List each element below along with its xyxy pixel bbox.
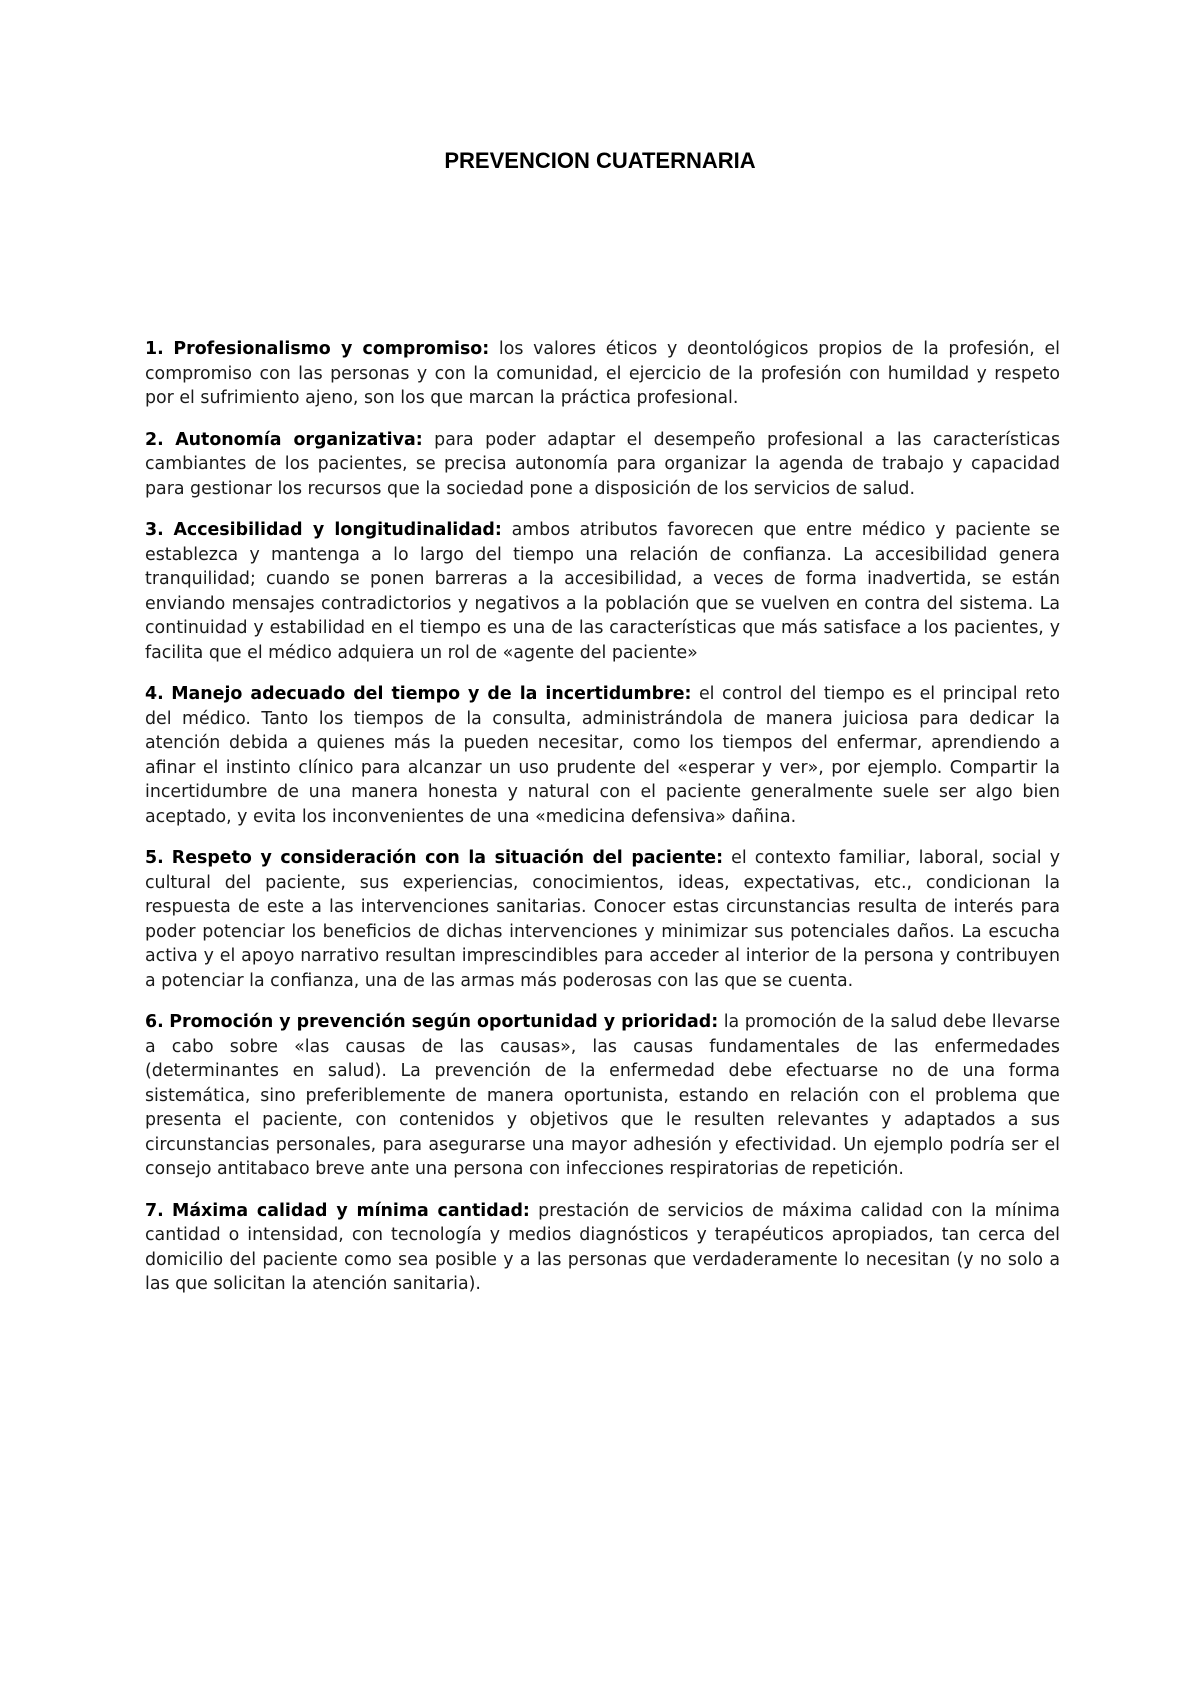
item-text: los valores éticos y deontológicos propios de la profesión, el compromiso con las personas y con la comunidad, el ejercicio de la profesión con humildad y respeto por el sufrimiento ajeno, son los que marcan la práctica profesional.: [145, 339, 1060, 408]
item-heading: Promoción y prevención según oportunidad y prioridad:: [169, 1012, 719, 1032]
item-text: la promoción de la salud debe llevarse a cabo sobre «las causas de las causas», las causas fundamentales de las enfermedades (determinantes en salud). La prevención de la enfermedad debe efectuarse no de una forma sistemática, sino preferiblemente de manera oportunista, estando en relación con el problema que presenta el paciente, con contenidos y objetivos que le resulten relevantes y adaptados a sus circunstancias personales, para asegurarse una mayor adhesión y efectividad. Un ejemplo podría ser el consejo antitabaco breve ante una persona con infecciones respiratorias de repetición.: [145, 1012, 1061, 1179]
paragraph-item-1: [145, 337, 1060, 411]
item-text: el contexto familiar, laboral, social y cultural del paciente, sus experiencias, conocimientos, ideas, expectativas, etc., condicionan la respuesta de este a las intervenciones sanitarias. Conocer estas circunstancias resulta de interés para poder potenciar los beneficios de dichas intervenciones y minimizar sus potenciales daños. La escucha activa y el apoyo narrativo resultan imprescindibles para acceder al interior de la persona y contribuyen a potenciar la confianza, una de las armas más poderosas con las que se cuenta.: [145, 848, 1060, 991]
item-number: 1.: [145, 339, 164, 359]
paragraph-item-6: [145, 1010, 1060, 1182]
item-heading: Profesionalismo y compromiso:: [173, 339, 490, 359]
item-text: para poder adaptar el desempeño profesional a las características cambiantes de los pacientes, se precisa autonomía para organizar la agenda de trabajo y capacidad para gestionar los recursos que la sociedad pone a disposición de los servicios de salud.: [145, 429, 1061, 499]
item-text: el control del tiempo es el principal reto del médico. Tanto los tiempos de la consulta, administrándola de manera juiciosa para dedicar la atención debida a quienes más la pueden necesitar, como los tiempos del enfermar, aprendiendo a afinar el instinto clínico para alcanzar un uso prudente del «esperar y ver», por ejemplo. Compartir la incertidumbre de una manera honesta y natural con el paciente generalmente suele ser algo bien aceptado, y evita los inconvenientes de una «medicina defensiva» dañina.: [145, 684, 1061, 827]
paragraph-item-5: [145, 846, 1060, 993]
item-number: 4.: [145, 684, 164, 704]
paragraph-item-2: [145, 428, 1060, 502]
item-heading: Máxima calidad y mínima cantidad:: [172, 1200, 530, 1221]
item-heading: Autonomía organizativa:: [175, 429, 423, 450]
document-title: PREVENCION CUATERNARIA: [444, 148, 756, 173]
item-number: 3.: [145, 520, 164, 540]
item-heading: Respeto y consideración con la situación del paciente:: [171, 848, 724, 868]
item-number: 6.: [145, 1012, 164, 1032]
paragraph-item-4: [145, 682, 1060, 829]
document-body: [145, 337, 1060, 1314]
item-heading: Accesibilidad y longitudinalidad:: [173, 520, 502, 540]
paragraph-item-3: [145, 518, 1060, 665]
item-number: 7.: [145, 1200, 164, 1221]
item-text: prestación de servicios de máxima calidad con la mínima cantidad o intensidad, con tecnología y medios diagnósticos y terapéuticos apropiados, tan cerca del domicilio del paciente como sea posible y a las personas que verdaderamente lo necesitan (y no solo a las que solicitan la atención sanitaria).: [145, 1200, 1061, 1294]
item-number: 2.: [145, 429, 164, 450]
item-number: 5.: [145, 848, 164, 868]
item-text: ambos atributos favorecen que entre médico y paciente se establezca y mantenga a lo largo del tiempo una relación de confianza. La accesibilidad genera tranquilidad; cuando se ponen barreras a la accesibilidad, a veces de forma inadvertida, se están enviando mensajes contradictorios y negativos a la población que se vuelven en contra del sistema. La continuidad y estabilidad en el tiempo es una de las características que más satisface a los pacientes, y facilita que el médico adquiera un rol de «agente del paciente»: [145, 520, 1060, 663]
paragraph-item-7: [145, 1199, 1060, 1297]
item-heading: Manejo adecuado del tiempo y de la incertidumbre:: [171, 684, 692, 704]
